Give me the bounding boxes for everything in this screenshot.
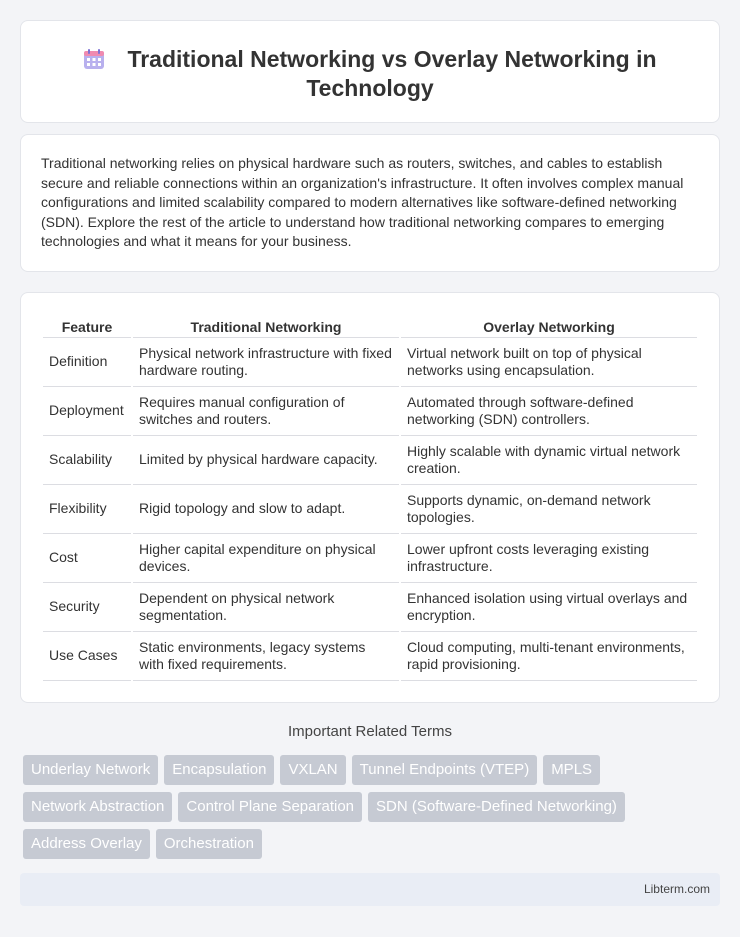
term-tag-sdn[interactable]: SDN (Software-Defined Networking) — [368, 792, 625, 822]
overlay-cell: Lower upfront costs leveraging existing infrastructure. — [401, 534, 697, 583]
overlay-cell: Highly scalable with dynamic virtual network creation. — [401, 436, 697, 485]
feature-cell: Security — [43, 583, 131, 632]
overlay-cell: Virtual network built on top of physical networks using encapsulation. — [401, 338, 697, 387]
traditional-cell: Physical network infrastructure with fixed hardware routing. — [133, 338, 399, 387]
overlay-cell: Supports dynamic, on-demand network topologies. — [401, 485, 697, 534]
feature-cell: Deployment — [43, 387, 131, 436]
table-row — [43, 436, 697, 485]
page-title — [61, 45, 679, 103]
table-row — [43, 534, 697, 583]
header-overlay: Overlay Networking — [401, 309, 697, 338]
table-row — [43, 632, 697, 681]
term-tag-address-overlay[interactable]: Address Overlay — [23, 829, 150, 859]
feature-cell: Cost — [43, 534, 131, 583]
traditional-cell: Requires manual configuration of switches and routers. — [133, 387, 399, 436]
footer-site-link[interactable]: Libterm.com — [643, 882, 710, 896]
footer — [20, 873, 720, 906]
overlay-cell: Cloud computing, multi-tenant environments, rapid provisioning. — [401, 632, 697, 681]
table-header-row — [43, 309, 697, 338]
overlay-cell: Automated through software-defined networking (SDN) controllers. — [401, 387, 697, 436]
table-row — [43, 338, 697, 387]
table-row — [43, 583, 697, 632]
header-card — [20, 20, 720, 123]
table-row — [43, 387, 697, 436]
term-tag-encapsulation[interactable]: Encapsulation — [164, 755, 274, 785]
traditional-cell: Static environments, legacy systems with fixed requirements. — [133, 632, 399, 681]
feature-cell: Flexibility — [43, 485, 131, 534]
traditional-cell: Higher capital expenditure on physical devices. — [133, 534, 399, 583]
feature-cell: Use Cases — [43, 632, 131, 681]
related-terms-list — [23, 755, 720, 859]
header-traditional: Traditional Networking — [133, 309, 399, 338]
table-row — [43, 485, 697, 534]
term-tag-underlay-network[interactable]: Underlay Network — [23, 755, 158, 785]
term-tag-control-plane-separation[interactable]: Control Plane Separation — [178, 792, 362, 822]
term-tag-mpls[interactable]: MPLS — [543, 755, 600, 785]
header-feature: Feature — [43, 309, 131, 338]
term-tag-network-abstraction[interactable]: Network Abstraction — [23, 792, 172, 822]
calendar-icon — [83, 48, 105, 70]
overlay-cell: Enhanced isolation using virtual overlays and encryption. — [401, 583, 697, 632]
page-title-text: Traditional Networking vs Overlay Networking in Technology — [127, 46, 657, 101]
feature-cell: Scalability — [43, 436, 131, 485]
comparison-table — [41, 309, 699, 681]
traditional-cell: Limited by physical hardware capacity. — [133, 436, 399, 485]
term-tag-vxlan[interactable]: VXLAN — [280, 755, 345, 785]
term-tag-orchestration[interactable]: Orchestration — [156, 829, 262, 859]
intro-card — [20, 134, 720, 272]
related-terms-title: Important Related Terms — [288, 723, 452, 740]
traditional-cell: Rigid topology and slow to adapt. — [133, 485, 399, 534]
feature-cell: Definition — [43, 338, 131, 387]
comparison-table-card — [20, 292, 720, 703]
term-tag-tunnel-endpoints[interactable]: Tunnel Endpoints (VTEP) — [352, 755, 538, 785]
intro-paragraph: Traditional networking relies on physical hardware such as routers, switches, and cables to establish secure and reliable connections within an organization's infrastructure. It often involves complex manual configurations and limited scalability compared to modern alternatives like software-defined networking (SDN). Explore the rest of the article to understand how traditional networking compares to emerging technologies and what it means for your business. — [41, 155, 684, 250]
traditional-cell: Dependent on physical network segmentation. — [133, 583, 399, 632]
